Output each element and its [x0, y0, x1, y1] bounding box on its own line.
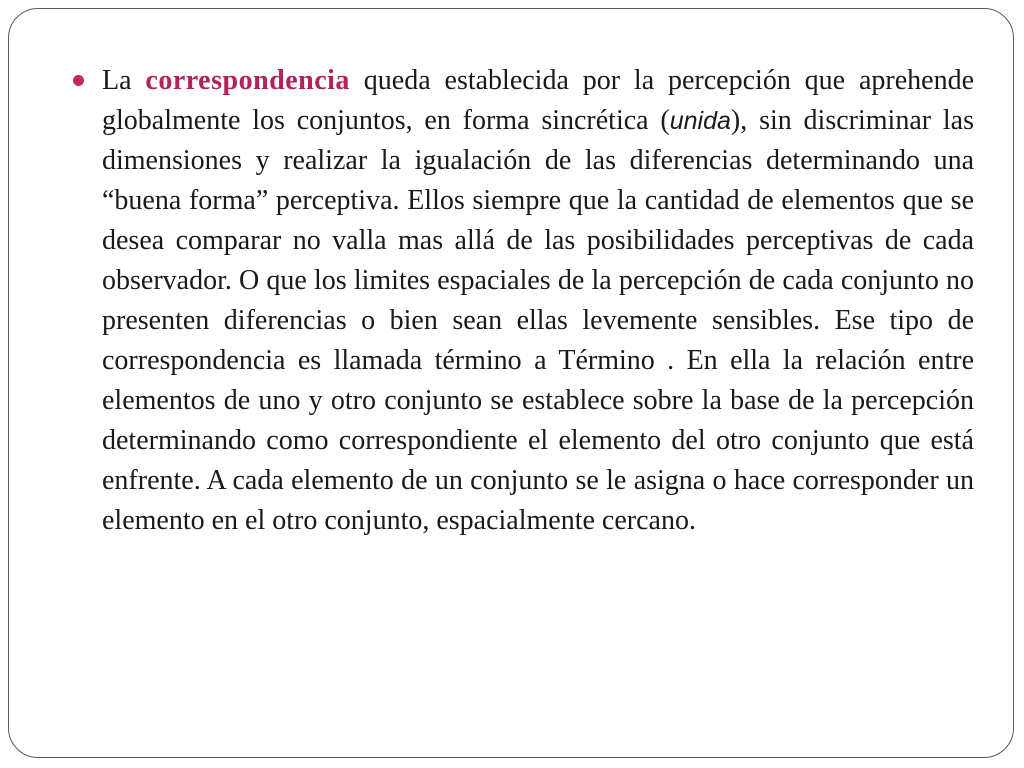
text-segment-3: ), sin discriminar las dimensiones y realizar la igualación de las diferencias determinando una “buena forma” perceptiva. Ellos siempre que la cantidad de elementos que se desea comparar no valla mas allá de las posibilidades perceptivas de cada observador. O que los limites espaciales de la percepción de cada conjunto no presenten diferencias o bien sean ellas levemente sensibles. Ese tipo de correspondencia es llamada término a Término . En ella la relación entre elementos de uno y otro conjunto se establece sobre la base de la percepción determinando como correspondiente el elemento del otro conjunto que está enfrente. A cada elemento de un conjunto se le asigna o hace corresponder un elemento en el otro conjunto, espacialmente cercano.	[102, 105, 974, 536]
slide-frame	[8, 8, 1014, 758]
bullet-dot-icon	[73, 75, 84, 86]
text-segment-2: queda establecida por la percepción que aprehende globalmente los conjuntos, en forma sincrética (	[102, 65, 975, 136]
text-segment-1: La	[102, 65, 146, 96]
bullet-paragraph	[102, 61, 974, 541]
highlighted-keyword: correspondencia	[145, 65, 350, 96]
italic-term: unida	[669, 107, 731, 135]
